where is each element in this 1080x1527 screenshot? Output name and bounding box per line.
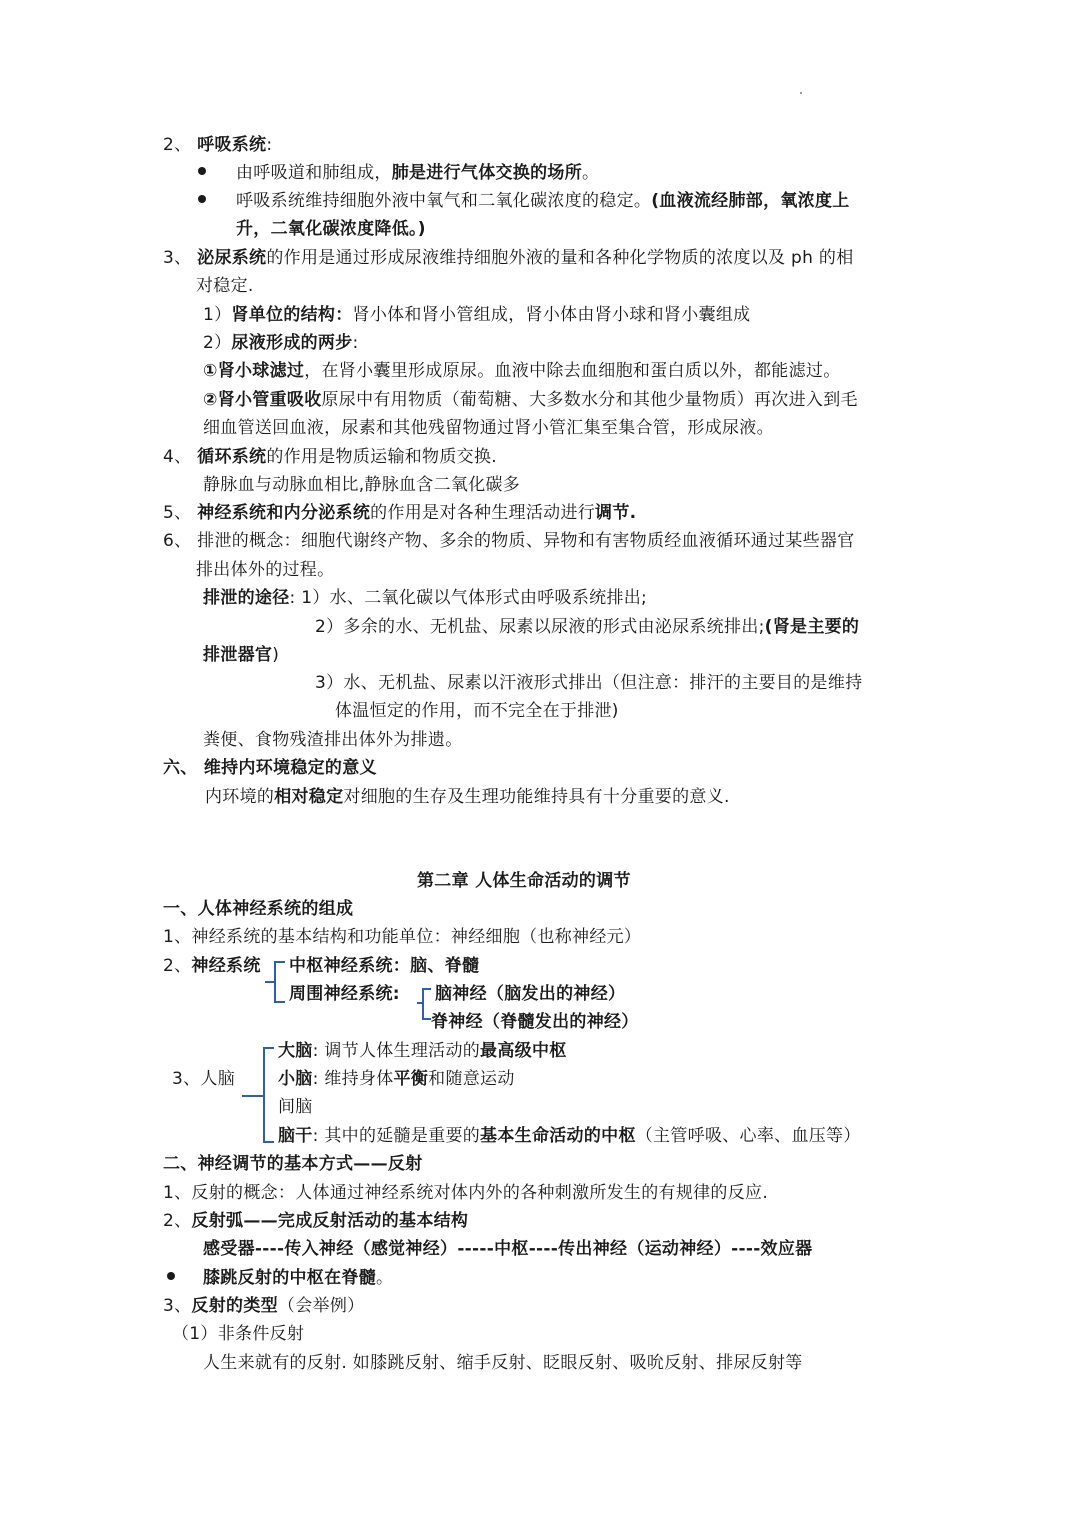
human-brain-label: 3、人脑 — [172, 1069, 236, 1089]
ch2-section-1-heading: 一、人体神经系统的组成 — [163, 899, 354, 919]
diencephalon: 间脑 — [278, 1097, 313, 1117]
reflex-arc-heading: 2、反射弧——完成反射活动的基本结构 — [163, 1211, 469, 1231]
section-5: 5、 神经系统和内分泌系统的作用是对各种生理活动进行调节. — [163, 503, 637, 523]
excretion-way-1: 排泄的途径: 1）水、二氧化碳以气体形式由呼吸系统排出; — [203, 588, 648, 608]
section-six-heading: 六、 维持内环境稳定的意义 — [163, 758, 377, 778]
section-3-cont: 对稳定. — [196, 276, 254, 296]
ch2-1-1: 1、神经系统的基本结构和功能单位：神经细胞（也称神经元） — [163, 927, 642, 947]
s2-bullet-1: 由呼吸道和肺组成，肺是进行气体交换的场所。 — [236, 163, 600, 183]
brainstem: 脑干: 其中的延髓是重要的基本生命活动的中枢（主管呼吸、心率、血压等） — [278, 1126, 861, 1146]
cns: 中枢神经系统：脑、脊髓 — [289, 956, 480, 976]
excretion-way-3-cont: 体温恒定的作用，而不完全在于排泄) — [335, 701, 619, 721]
section-6-cont: 排出体外的过程。 — [196, 560, 335, 580]
excretion-way-3: 3）水、无机盐、尿素以汗液形式排出（但注意：排汗的主要目的是维持 — [315, 673, 863, 693]
s2-bullet-2: 呼吸系统维持细胞外液中氧气和二氧化碳浓度的稳定。(血液流经肺部，氧浓度上 — [236, 191, 850, 211]
cerebrum: 大脑: 调节人体生理活动的最高级中枢 — [278, 1041, 567, 1061]
unconditioned-reflex-text: 人生来就有的反射. 如膝跳反射、缩手反射、眨眼反射、吸吮反射、排尿反射等 — [203, 1353, 803, 1373]
brace-icon — [413, 983, 433, 1023]
section-4-heading: 4、 循环系统的作用是物质运输和物质交换. — [163, 447, 497, 467]
speck — [800, 92, 802, 94]
s2-bullet-2-cont: 升，二氧化碳浓度降低。) — [236, 219, 426, 239]
section-2-heading: 2、 呼吸系统: — [163, 135, 273, 155]
section-3-heading: 3、 泌尿系统的作用是通过形成尿液维持细胞外液的量和各种化学物质的浓度以及 ph 的相 — [163, 248, 854, 268]
ch2-section-2-heading: 二、神经调节的基本方式——反射 — [163, 1154, 423, 1174]
ch2-1-2: 2、神经系统 — [163, 956, 261, 976]
step-reabsorption: ②肾小管重吸收原尿中有用物质（葡萄糖、大多数水分和其他少量物质）再次进入到毛 — [203, 390, 858, 410]
pns: 周围神经系统: — [289, 984, 400, 1004]
unconditioned-reflex: （1）非条件反射 — [172, 1324, 305, 1344]
excretion-way-2: 2）多余的水、无机盐、尿素以尿液的形式由泌尿系统排出;(肾是主要的 — [315, 617, 860, 637]
section-6: 6、 排泄的概念：细胞代谢终产物、多余的物质、异物和有害物质经血液循环通过某些器官 — [163, 531, 855, 551]
reflex-types: 3、反射的类型（会举例） — [163, 1296, 365, 1316]
brace-icon — [263, 955, 287, 1007]
bullet-icon — [167, 1272, 175, 1280]
excretion-way-2-cont: 排泄器官) — [203, 645, 280, 665]
brain-nerve: 脑神经（脑发出的神经） — [435, 984, 626, 1004]
egestion: 粪便、食物残渣排出体外为排遗。 — [203, 730, 463, 750]
reflex-arc: 感受器----传入神经（感觉神经）-----中枢----传出神经（运动神经）----效应器 — [203, 1239, 813, 1259]
chapter-title: 第二章 人体生命活动的调节 — [417, 871, 631, 891]
brace-icon — [240, 1040, 276, 1148]
step-reabsorption-cont: 细血管送回血液，尿素和其他残留物通过肾小管汇集至集合管，形成尿液。 — [203, 418, 774, 438]
knee-jerk: 膝跳反射的中枢在脊髓。 — [203, 1268, 394, 1288]
bullet-icon — [198, 195, 206, 203]
spinal-nerve: 脊神经（脊髓发出的神经） — [431, 1012, 639, 1032]
kidney-unit: 1）肾单位的结构：肾小体和肾小管组成，肾小体由肾小球和肾小囊组成 — [203, 305, 751, 325]
cerebellum: 小脑: 维持身体平衡和随意运动 — [278, 1069, 515, 1089]
step-filtration: ①肾小球滤过，在肾小囊里形成原尿。血液中除去血细胞和蛋白质以外，都能滤过。 — [203, 361, 841, 381]
section-six-text: 内环境的相对稳定对细胞的生存及生理功能维持具有十分重要的意义. — [205, 787, 730, 807]
bullet-icon — [198, 167, 206, 175]
reflex-concept: 1、反射的概念：人体通过神经系统对体内外的各种刺激所发生的有规律的反应. — [163, 1183, 769, 1203]
urine-steps: 2）尿液形成的两步: — [203, 333, 359, 353]
section-4-cont: 静脉血与动脉血相比,静脉血含二氧化碳多 — [203, 475, 521, 495]
